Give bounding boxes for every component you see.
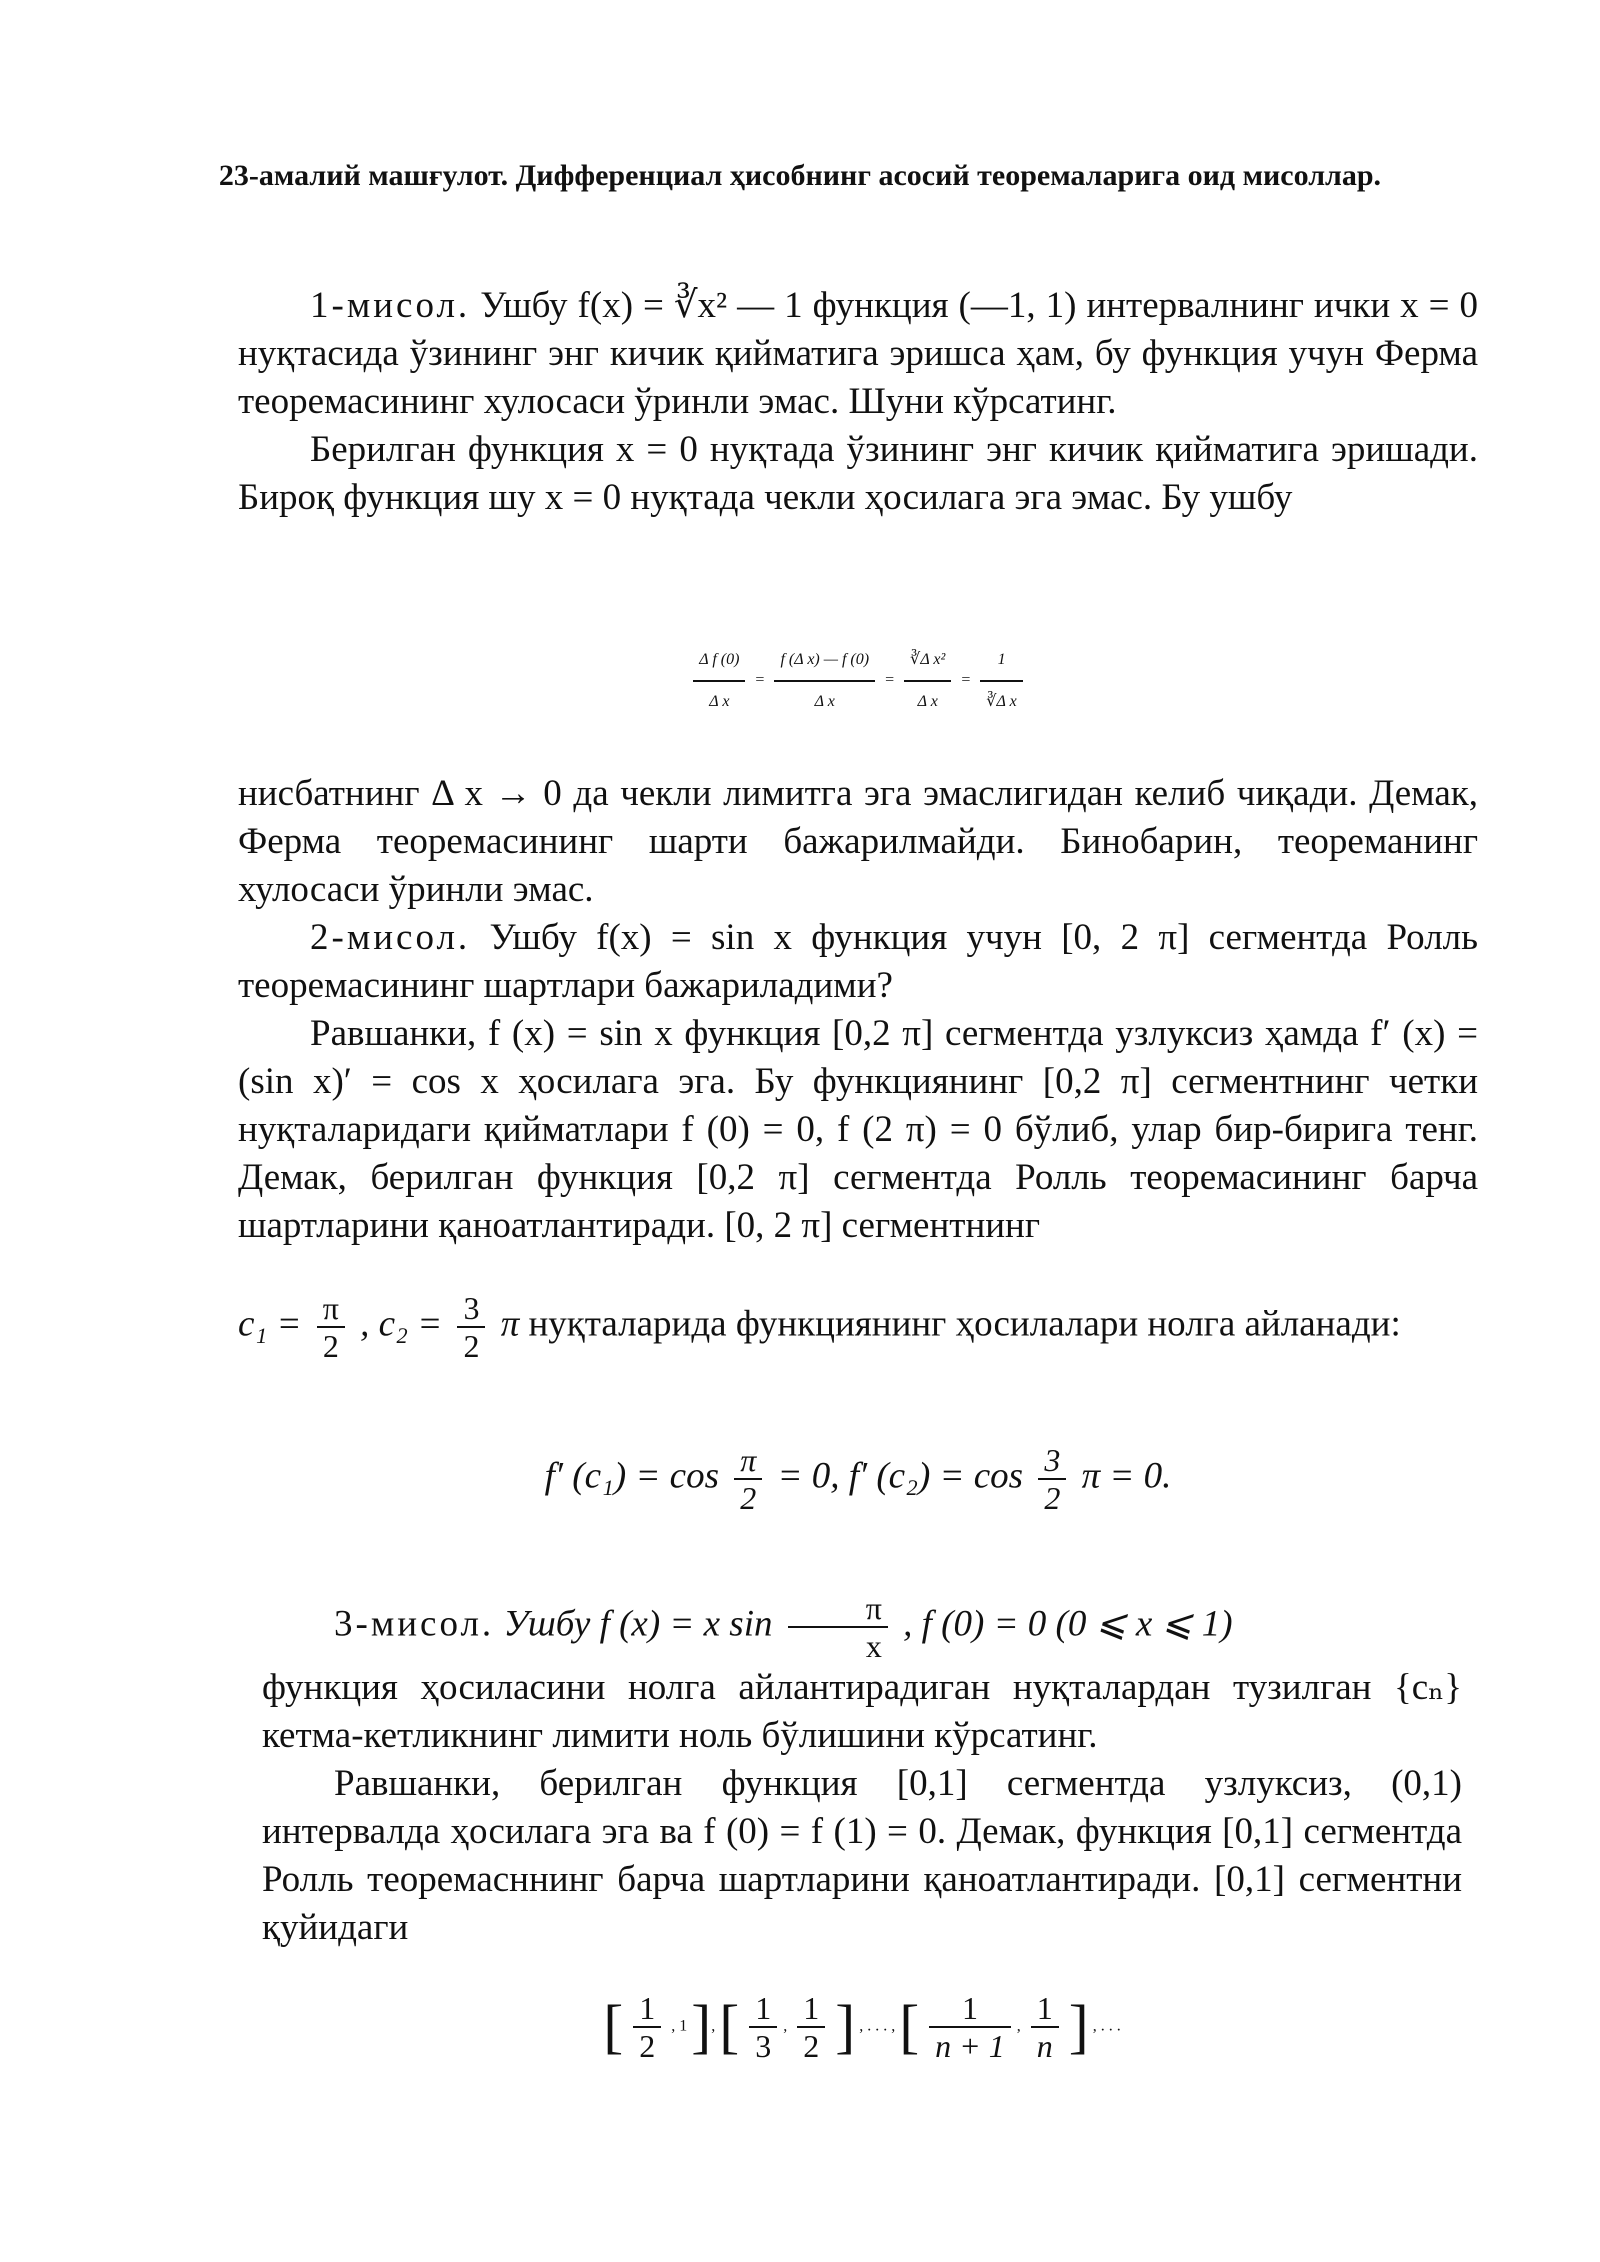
interval-2-left — [749, 1990, 777, 2064]
bracket-open: [ — [603, 1993, 624, 2060]
example-2-label: 2-мисол. — [310, 917, 471, 958]
example-2-statement — [238, 914, 1478, 1010]
example-1 — [238, 282, 1478, 522]
c2-den: 2 — [463, 1328, 480, 1364]
fraction-4 — [980, 640, 1022, 722]
example-2 — [238, 914, 1478, 1250]
example-3-fraction-den: x — [865, 1628, 882, 1664]
interval-2-right — [797, 1990, 825, 2064]
eq-fraction-1-num: π — [734, 1442, 762, 1480]
fraction-3-num: ∛Δ x² — [904, 640, 951, 682]
example-2-points — [238, 1290, 1478, 1364]
example-1-statement-text: Ушбу f(x) = ∛x² — 1 функция (—1, 1) интервалнинг ички x = 0 нуқтасида ўзининг энг кичик қийматига эришса ҳам, бу функция учун Ферма теоремасининг хулосаси ўринли эмас. Шуни кўрсатинг. — [238, 285, 1479, 422]
example-1-statement — [238, 282, 1478, 426]
interval-2-right-num: 1 — [797, 1990, 825, 2028]
example-3-statement-post: , f (0) = 0 (0 ⩽ x ⩽ 1) — [903, 1603, 1233, 1645]
eq-fraction-2-den: 2 — [1044, 1480, 1061, 1516]
c1-den: 2 — [322, 1328, 339, 1364]
example-2-statement-text: Ушбу f(x) = sin x функция учун [0, 2 π] сегментда Ролль теоремасининг шартлари бажариладими? — [238, 917, 1478, 1006]
example-3-fraction — [788, 1590, 888, 1664]
example-2-solution: Равшанки, f (x) = sin x функция [0,2 π] сегментда узлуксиз ҳамда f′ (x) = (sin x)′ = cos x ҳосилага эга. Бу функциянинг [0,2 π] сегментнинг четки нуқталаридаги қийматлари f (0) = 0, f (2 π) = 0 бўлиб, улар бир-бирига тенг. Демак, берилган функция [0,2 π] сегментда Ролль теоремасининг барча шартларини қаноатлантиради. [0, 2 π] сегментнинг — [238, 1013, 1478, 1246]
example-2-points-line — [238, 1290, 1478, 1364]
example-3-statement: функция ҳосиласини нолга айлантирадиган нуқталардан тузилган {cₙ} кетма-кетликнинг лимити ноль бўлишини кўрсатинг. — [262, 1667, 1462, 1756]
example-3-statement-line — [262, 1590, 1462, 1664]
example-1-conclusion: нисбатнинг Δ x → 0 да чекли лимитга эга эмаслигидан келиб чиқади. Демак, Ферма теоремасининг шарти бажарилмайди. Бинобарин, теореманинг хулосаси ўринли эмас. — [238, 773, 1478, 910]
interval-1-den: 2 — [639, 2028, 656, 2064]
interval-n-right — [1031, 1990, 1059, 2064]
equals-sign: = — [961, 671, 971, 689]
bracket-close: ] — [835, 1993, 856, 2060]
c1-fraction — [317, 1290, 345, 1364]
interval-2-right-den: 2 — [803, 2028, 820, 2064]
example-3 — [262, 1590, 1462, 1952]
c2-pi: π — [500, 1303, 520, 1345]
interval-1-fraction — [633, 1990, 661, 2064]
fraction-2 — [774, 640, 875, 722]
eq-lhs-1: f′ (c₁) = cos — [544, 1455, 719, 1497]
fraction-1-den: Δ x — [709, 693, 730, 710]
c1-num: π — [317, 1290, 345, 1328]
example-1-formula — [238, 640, 1478, 722]
fraction-4-num: 1 — [980, 640, 1022, 682]
points-text: нуқталарида функциянинг ҳосилалари нолга айланади: — [528, 1303, 1401, 1345]
example-3-statement-pre: Ушбу f (x) = x sin — [503, 1603, 773, 1645]
interval-2-left-den: 3 — [755, 2028, 772, 2064]
eq-mid: = 0, f′ (c₂) = cos — [777, 1455, 1024, 1497]
eq-fraction-1 — [734, 1442, 762, 1516]
equals-sign: = — [755, 671, 765, 689]
intervals-formula: [ $\frac{1}{2}$ , 1 ], [ $\frac{1}{3}$ , $\frac{1}{2}$ ] , . . . , [ $\frac{1}{n + 1}$ , $\frac{1}{n}$ ] , . . . — [603, 1990, 1121, 2064]
bracket-close: ] — [1068, 1993, 1089, 2060]
c2-fraction — [457, 1290, 485, 1364]
interval-1-num: 1 — [633, 1990, 661, 2028]
fraction-3 — [904, 640, 951, 722]
fraction-4-den: ∛Δ x — [986, 693, 1017, 710]
fraction-1-num: Δ f (0) — [693, 640, 745, 682]
c2-num: 3 — [457, 1290, 485, 1328]
example-2-formula — [238, 1442, 1478, 1516]
eq-fraction-1-den: 2 — [740, 1480, 757, 1516]
bracket-open: [ — [719, 1993, 740, 2060]
eq-end: π = 0. — [1081, 1455, 1172, 1497]
interval-n-left-den: n + 1 — [935, 2028, 1005, 2064]
interval-n-left-num: 1 — [929, 1990, 1011, 2028]
interval-n-left — [929, 1990, 1011, 2064]
example-3-label: 3-мисол. — [334, 1603, 495, 1645]
fraction-1 — [693, 640, 745, 722]
fraction-2-den: Δ x — [814, 693, 835, 710]
page-title: 23-амалий машғулот. Дифференциал ҳисобнинг асосий теоремаларига оид мисоллар. — [218, 159, 1382, 192]
example-1-conclusion-block — [238, 770, 1478, 914]
bracket-open: [ — [899, 1993, 920, 2060]
interval-1-right: 1 — [679, 2017, 688, 2035]
eq-fraction-2-num: 3 — [1038, 1442, 1066, 1480]
equals-sign: = — [885, 671, 895, 689]
interval-2-left-num: 1 — [749, 1990, 777, 2028]
c1-label: c₁ = — [238, 1303, 302, 1345]
interval-n-right-num: 1 — [1031, 1990, 1059, 2028]
interval-n-right-den: n — [1036, 2028, 1053, 2064]
ellipsis: , . . . , — [859, 2017, 896, 2035]
fraction-2-num: f (Δ x) — f (0) — [774, 640, 875, 682]
eq-fraction-2 — [1038, 1442, 1066, 1516]
example-1-solution: Берилган функция x = 0 нуқтада ўзининг энг кичик қийматига эришади. Бироқ функция шу x = 0 нуқтада чекли ҳосилага эга эмас. Бу ушбу — [238, 429, 1478, 518]
bracket-close: ] — [691, 1993, 712, 2060]
example-3-solution: Равшанки, берилган функция [0,1] сегментда узлуксиз, (0,1) интервалда ҳосилага эга ва f (0) = f (1) = 0. Демак, функция [0,1] сегментда Ролль теоремасннинг барча шартларини қаноатлантиради. [0,1] сегментни қуйидаги — [262, 1763, 1462, 1948]
c2-label: , c₂ = — [360, 1303, 443, 1345]
example-1-label: 1-мисол. — [310, 285, 471, 326]
fraction-3-den: Δ x — [917, 693, 938, 710]
ellipsis-tail: , . . . — [1092, 2017, 1121, 2035]
example-3-fraction-num: π — [788, 1590, 888, 1628]
